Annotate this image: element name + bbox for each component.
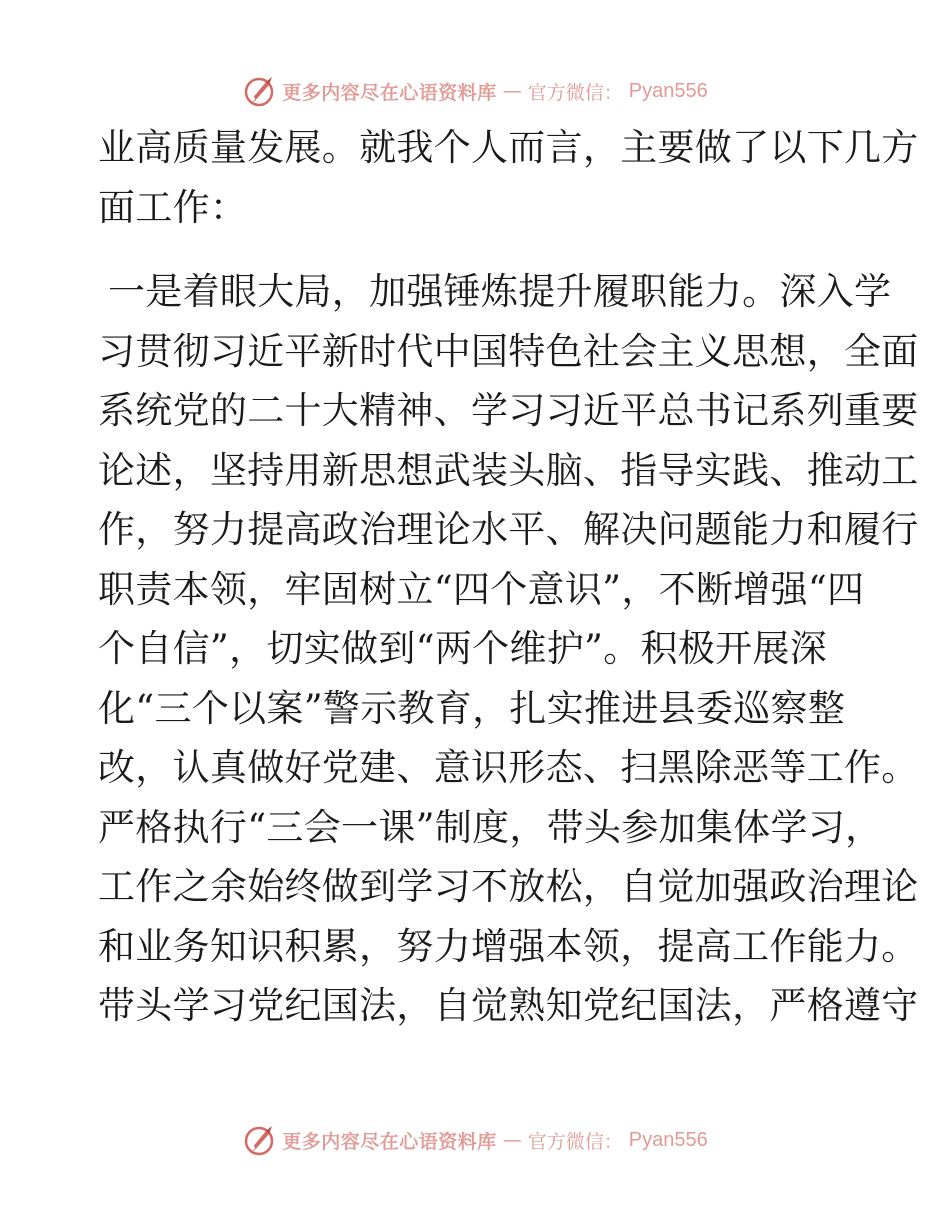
- body-line-9: 个自信”，切实做到“两个维护”。积极开展深: [98, 627, 828, 670]
- footer-wechat-id: Pyan556: [628, 1128, 708, 1151]
- footer-watermark: [0, 1120, 950, 1160]
- body-line-5: 系统党的二十大精神、学习习近平总书记系列重要: [98, 389, 919, 432]
- body-line-4: 习贯彻习近平新时代中国特色社会主义思想，全面: [98, 329, 919, 373]
- footer-wechat-label: 官方微信：: [527, 1130, 623, 1153]
- header-wechat-label: 官方微信：: [527, 81, 623, 104]
- body-line-8: 职责本领，牢固树立“四个意识”，不断增强“四: [98, 567, 865, 611]
- header-banner-text: 更多内容尽在心语资料库: [282, 81, 497, 104]
- body-line-11: 改，认真做好党建、意识形态、扫黑除恶等工作。: [98, 746, 919, 789]
- footer-banner-text: 更多内容尽在心语资料库: [282, 1130, 497, 1153]
- body-line-15: 带头学习党纪国法，自觉熟知党纪国法，严格遵守: [98, 984, 919, 1027]
- quill-logo-icon: [242, 1123, 276, 1157]
- body-line-10: 化“三个以案”警示教育，扎实推进县委巡察整: [98, 686, 846, 730]
- body-line-14: 和业务知识积累，努力增强本领，提高工作能力。: [98, 924, 919, 968]
- body-line-1: 业高质量发展。就我个人而言，主要做了以下几方: [98, 126, 919, 169]
- header-watermark: [0, 71, 950, 111]
- document-body: [98, 118, 919, 1036]
- footer-banner: [242, 1123, 708, 1157]
- body-line-3: 一是着眼大局，加强锤炼提升履职能力。深入学: [108, 270, 892, 313]
- quill-logo-icon: [242, 74, 276, 108]
- header-banner: [242, 74, 708, 108]
- body-line-12: 严格执行“三会一课”制度，带头参加集体学习，: [98, 805, 883, 849]
- header-wechat-id: Pyan556: [628, 79, 708, 102]
- body-line-6: 论述，坚持用新思想武装头脑、指导实践、推动工: [98, 448, 919, 492]
- header-banner-separator: —: [502, 80, 522, 102]
- body-line-13: 工作之余始终做到学习不放松，自觉加强政治理论: [98, 865, 919, 908]
- body-line-2: 面工作：: [98, 185, 248, 229]
- body-line-7: 作，努力提高政治理论水平、解决问题能力和履行: [98, 508, 919, 551]
- footer-banner-separator: —: [502, 1129, 522, 1151]
